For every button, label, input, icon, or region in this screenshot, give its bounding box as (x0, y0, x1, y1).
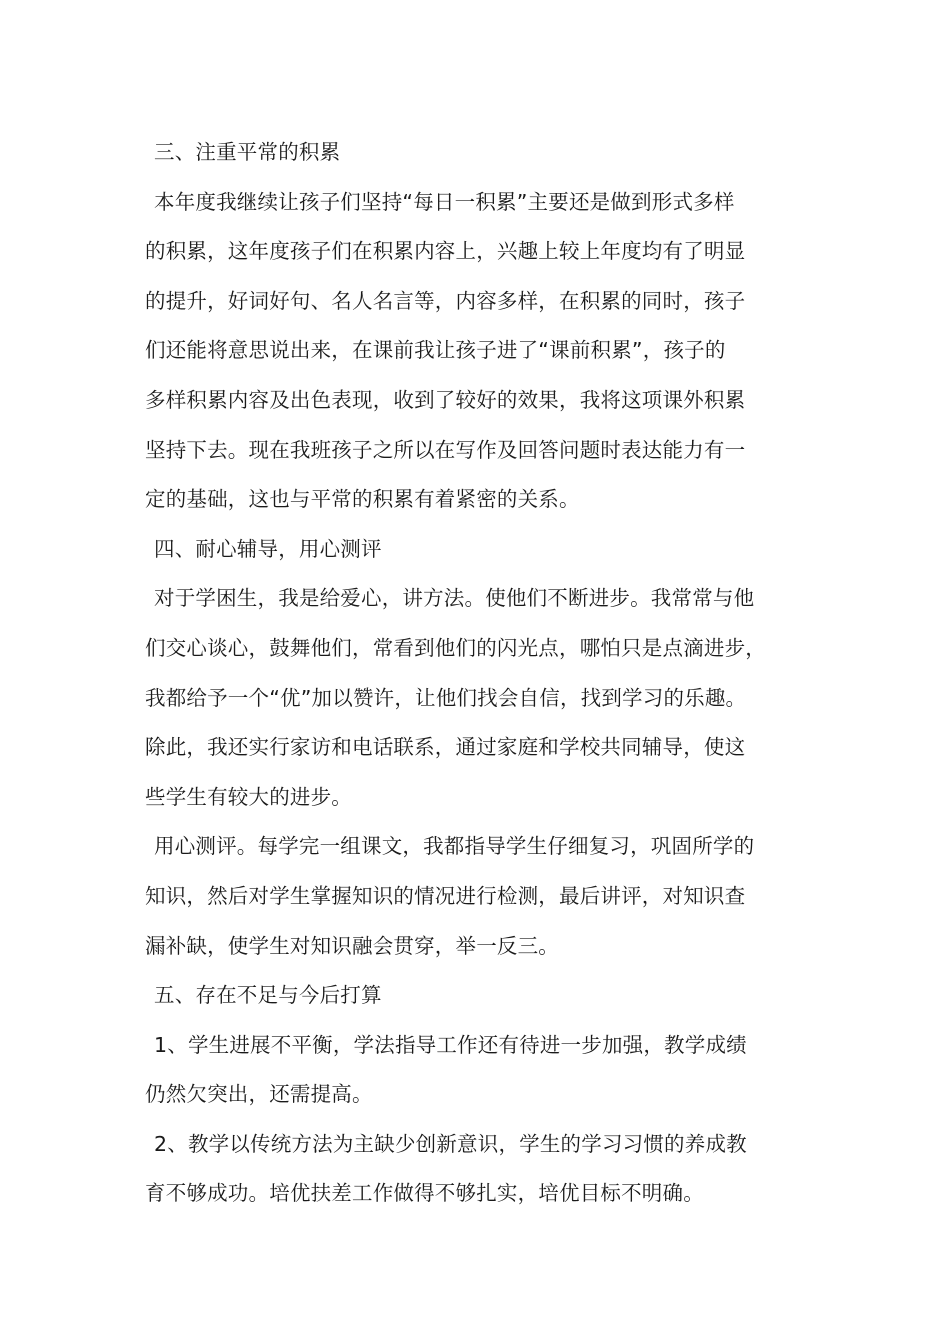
text-line: 本年度我继续让孩子们坚持“每日一积累”主要还是做到形式多样 (154, 189, 735, 214)
text-line: 们交心谈心，鼓舞他们，常看到他们的闪光点，哪怕只是点滴进步， (145, 635, 766, 660)
text-line: 坚持下去。现在我班孩子之所以在写作及回答问题时表达能力有一 (145, 437, 746, 462)
text-line: 五、存在不足与今后打算 (154, 983, 382, 1008)
text-line: 2、教学以传统方法为主缺少创新意识，学生的学习习惯的养成教 (154, 1131, 747, 1156)
text-line: 仍然欠突出，还需提高。 (145, 1082, 373, 1107)
text-line: 三、注重平常的积累 (154, 140, 341, 164)
text-line: 1、学生进展不平衡，学法指导工作还有待进一步加强，教学成绩 (154, 1032, 747, 1057)
text-line: 我都给予一个“优”加以赞许，让他们找会自信，找到学习的乐趣。 (145, 685, 747, 710)
text-line: 除此，我还实行家访和电话联系，通过家庭和学校共同辅导，使这 (145, 735, 746, 760)
text-line: 的积累，这年度孩子们在积累内容上，兴趣上较上年度均有了明显 (145, 239, 746, 264)
text-line: 对于学困生，我是给爱心，讲方法。使他们不断进步。我常常与他 (154, 586, 755, 611)
text-line: 四、耐心辅导，用心测评 (154, 536, 382, 561)
text-line: 知识，然后对学生掌握知识的情况进行检测，最后讲评，对知识查 (145, 883, 746, 908)
document-body (145, 128, 810, 1219)
text-line: 用心测评。每学完一组课文，我都指导学生仔细复习，巩固所学的 (154, 834, 755, 859)
text-line: 育不够成功。培优扶差工作做得不够扎实，培优目标不明确。 (145, 1181, 704, 1206)
text-line: 的提升，好词好句、名人名言等，内容多样，在积累的同时，孩子 (145, 288, 746, 313)
text-line: 多样积累内容及出色表现，收到了较好的效果，我将这项课外积累 (145, 387, 746, 412)
text-line: 们还能将意思说出来，在课前我让孩子进了“课前积累”，孩子的 (145, 338, 726, 363)
text-line: 漏补缺，使学生对知识融会贯穿，举一反三。 (145, 933, 559, 958)
text-line: 定的基础，这也与平常的积累有着紧密的关系。 (145, 487, 580, 512)
text-line: 些学生有较大的进步。 (145, 784, 352, 809)
